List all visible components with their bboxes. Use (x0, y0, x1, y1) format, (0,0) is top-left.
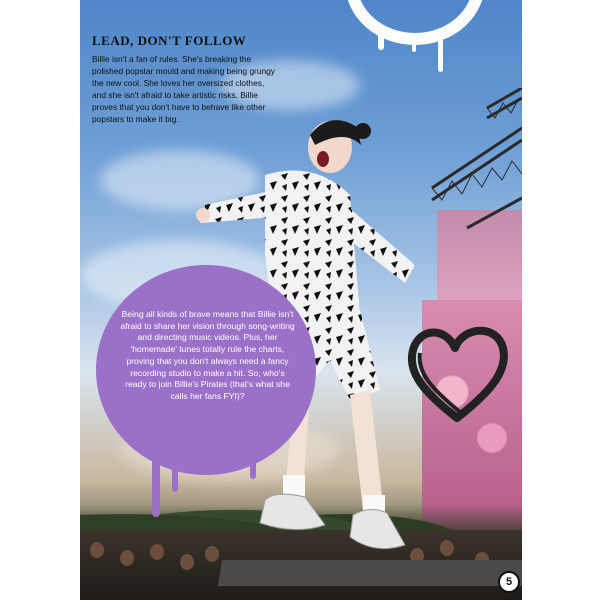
intro-block (92, 33, 277, 125)
stage-rig (427, 88, 522, 328)
blob-drip (152, 455, 160, 517)
blob-drip (250, 455, 256, 479)
crowd-head (90, 542, 104, 558)
callout-text: Being all kinds of brave means that Billie isn't afraid to share her vision through song-writing and directing music videos. Plus, her 'homemade' tunes totally rule the charts, proving that you don't always need a fancy recording studio to make a hit. So, who's ready to join Billie's Pirates (that's what she calls her fans FYI)? (120, 309, 295, 401)
crowd-head (440, 540, 454, 556)
ring-drip (438, 36, 443, 72)
blob-drip (172, 460, 178, 492)
heart-doodle-icon (405, 318, 510, 428)
intro-paragraph: Billie isn't a fan of rules. She's breaking the polished popstar mould and making being grungy the new cool. She loves her oversized clothes, and she isn't afraid to take artistic risks. Billie proves that you don't have to behave like other popstars to make it big. (92, 54, 275, 124)
ring-drip (378, 30, 384, 50)
page-number: 5 (498, 571, 520, 593)
heading: LEAD, DON'T FOLLOW (92, 33, 247, 48)
ring-drip (412, 40, 416, 52)
